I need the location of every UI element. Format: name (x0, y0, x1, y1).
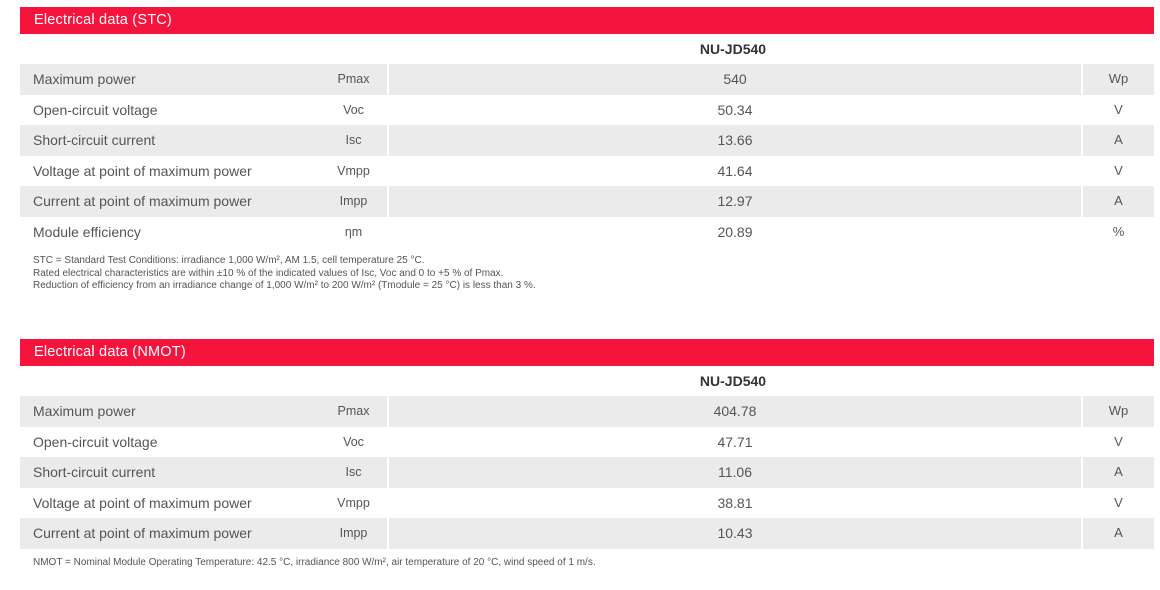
row-symbol: Voc (343, 102, 364, 117)
footnote: NMOT = Nominal Module Operating Temperature: 42.5 °C, irradiance 800 W/m², air temperature of 20 °C, wind speed of 1 m/s. (33, 556, 596, 568)
row-value: 47.71 (717, 433, 753, 450)
row-label: Short-circuit current (20, 125, 320, 156)
row-label: Module efficiency (33, 223, 141, 240)
row-value: 41.64 (717, 162, 753, 179)
stc-section (20, 7, 1154, 293)
row-unit: V (1114, 494, 1123, 510)
row-label: Current at point of maximum power (20, 186, 320, 217)
table-row (20, 488, 1154, 519)
row-symbol: Pmax (320, 64, 387, 95)
row-symbol: Pmax (320, 396, 387, 427)
table-row (20, 125, 1154, 156)
row-symbol: Vmpp (337, 495, 370, 510)
row-unit: % (1112, 223, 1125, 239)
row-label: Open-circuit voltage (33, 433, 158, 450)
stc-section-title: Electrical data (STC) (20, 7, 1154, 34)
row-value: 13.66 (389, 125, 1081, 156)
row-unit: Wp (1083, 64, 1154, 95)
row-value: 540 (389, 64, 1081, 95)
table-row (20, 457, 1154, 488)
row-symbol: Impp (320, 186, 387, 217)
footnote: STC = Standard Test Conditions: irradiance 1,000 W/m², AM 1.5, cell temperature 25 °C. (33, 255, 425, 266)
row-value: 404.78 (389, 396, 1081, 427)
row-symbol: ηm (344, 224, 363, 239)
row-value: 20.89 (717, 223, 753, 240)
row-value: 12.97 (389, 186, 1081, 217)
row-unit: A (1083, 186, 1154, 217)
table-row (20, 186, 1154, 217)
row-symbol: Isc (320, 125, 387, 156)
stc-footnotes (20, 247, 1154, 293)
nmot-section (20, 339, 1154, 569)
footnote: Reduction of efficiency from an irradiance change of 1,000 W/m² to 200 W/m² (Tmodule = 25 °C) is less than 3 %. (33, 280, 536, 291)
row-unit: A (1083, 125, 1154, 156)
table-row (20, 217, 1154, 248)
nmot-footnotes (20, 549, 1154, 570)
row-symbol: Vmpp (337, 163, 370, 178)
row-unit: A (1083, 457, 1154, 488)
row-unit: A (1083, 518, 1154, 549)
row-value: 10.43 (389, 518, 1081, 549)
row-label: Voltage at point of maximum power (33, 494, 252, 511)
table-row (20, 64, 1154, 95)
row-unit: V (1114, 162, 1123, 178)
row-label: Open-circuit voltage (33, 101, 158, 118)
row-symbol: Impp (320, 518, 387, 549)
row-unit: Wp (1083, 396, 1154, 427)
table-row (20, 518, 1154, 549)
nmot-section-title: Electrical data (NMOT) (20, 339, 1154, 366)
nmot-model-header: NU-JD540 (699, 373, 767, 389)
row-symbol: Voc (343, 434, 364, 449)
row-label: Voltage at point of maximum power (33, 162, 252, 179)
row-label: Maximum power (20, 396, 320, 427)
row-value: 50.34 (717, 101, 753, 118)
table-row (20, 396, 1154, 427)
footnote: Rated electrical characteristics are within ±10 % of the indicated values of Isc, Voc and 0 to +5 % of Pmax. (33, 267, 504, 279)
row-label: Current at point of maximum power (20, 518, 320, 549)
table-row (20, 95, 1154, 126)
stc-model-header: NU-JD540 (699, 41, 767, 57)
row-label: Maximum power (20, 64, 320, 95)
table-row (20, 156, 1154, 187)
row-value: 38.81 (717, 494, 753, 511)
row-unit: V (1114, 433, 1123, 449)
row-symbol: Isc (320, 457, 387, 488)
row-value: 11.06 (389, 457, 1081, 488)
row-label: Short-circuit current (20, 457, 320, 488)
table-row (20, 427, 1154, 458)
row-unit: V (1114, 101, 1123, 117)
